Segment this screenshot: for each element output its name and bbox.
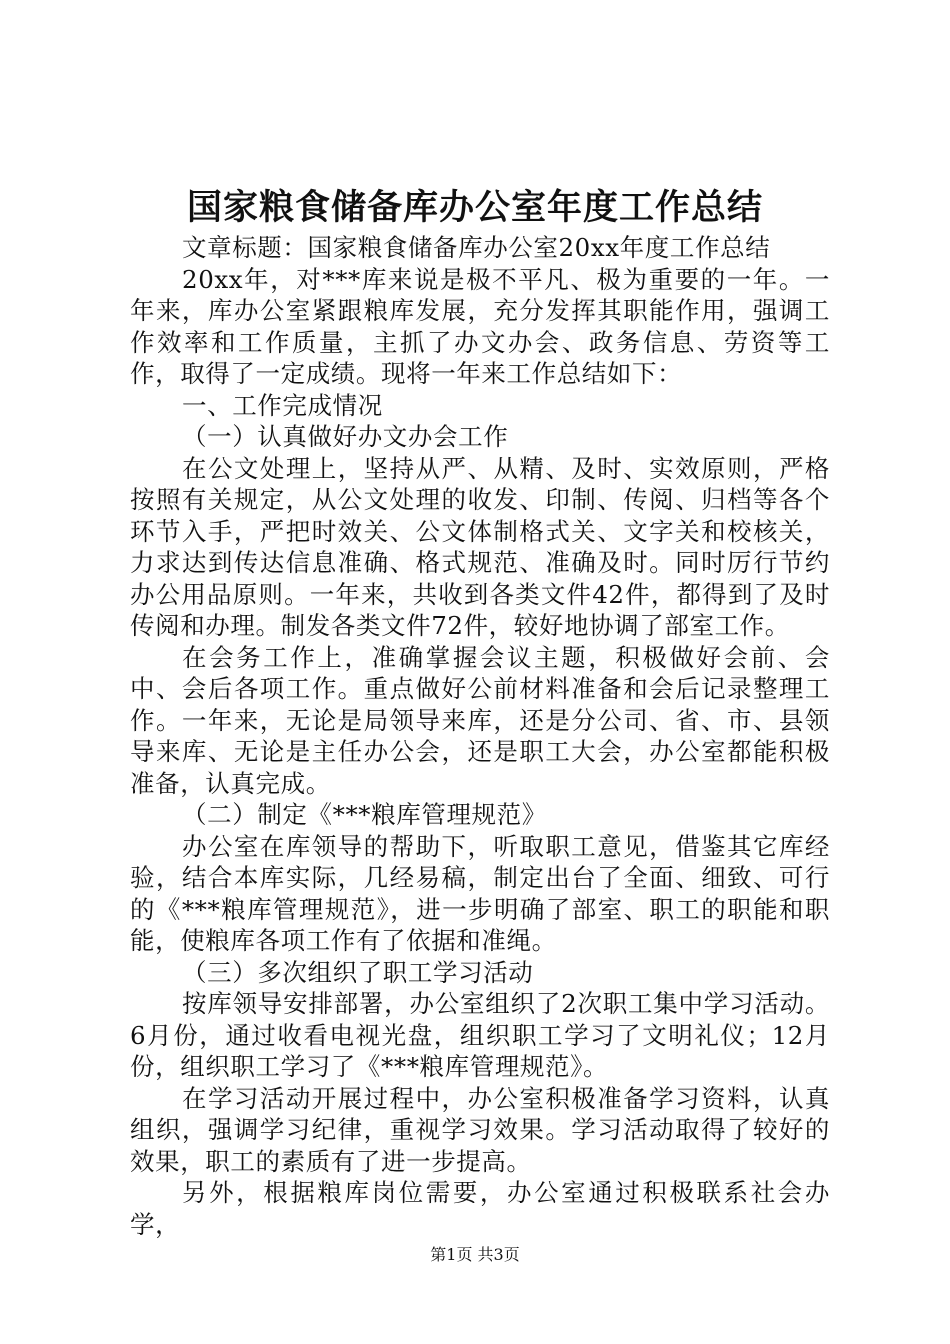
body-paragraph: 在会务工作上，准确掌握会议主题，积极做好会前、会中、会后各项工作。重点做好公前材料准备和会后记录整理工作。一年来，无论是局领导来库，还是分公司、省、市、县领导来库、无论是主任办公会，还是职工大会，办公室都能积极准备，认真完成。 bbox=[130, 642, 830, 798]
subsection-heading: （三）多次组织了职工学习活动 bbox=[182, 957, 534, 987]
subsection-heading: （二）制定《***粮库管理规范》 bbox=[182, 800, 547, 829]
subsection-heading: （一）认真做好办文办会工作 bbox=[182, 422, 509, 451]
body-paragraph: 按库领导安排部署，办公室组织了2次职工集中学习活动。6月份，通过收看电视光盘，组织职工学习了文明礼仪；12月份，组织职工学习了《***粮库管理规范》。 bbox=[130, 989, 830, 1081]
body-paragraph: 另外，根据粮库岗位需要，办公室通过积极联系社会办学， bbox=[130, 1178, 830, 1239]
article-title-line: 文章标题：国家粮食储备库办公室20xx年度工作总结 bbox=[182, 233, 771, 262]
intro-paragraph: 20xx年，对***库来说是极不平凡、极为重要的一年。一年来，库办公室紧跟粮库发展，充分发挥其职能作用，强调工作效率和工作质量，主抓了办文办会、政务信息、劳资等工作，取得了一定成绩。现将一年来工作总结如下： bbox=[130, 264, 830, 388]
section-heading: 一、工作完成情况 bbox=[182, 390, 383, 420]
document-body bbox=[130, 232, 830, 1240]
page-footer: 第1页 共3页 bbox=[430, 1245, 520, 1264]
body-paragraph: 在学习活动开展过程中，办公室积极准备学习资料，认真组织，强调学习纪律，重视学习效果。学习活动取得了较好的效果，职工的素质有了进一步提高。 bbox=[130, 1083, 830, 1176]
document-title: 国家粮食储备库办公室年度工作总结 bbox=[186, 187, 763, 228]
body-paragraph: 在公文处理上，坚持从严、从精、及时、实效原则，严格按照有关规定，从公文处理的收发、印制、传阅、归档等各个环节入手，严把时效关、公文体制格式关、文字关和校核关，力求达到传达信息准确、格式规范、准确及时。同时厉行节约办公用品原则。一年来，共收到各类文件42件，都得到了及时传阅和办理。制发各类文件72件，较好地协调了部室工作。 bbox=[130, 453, 830, 640]
body-paragraph: 办公室在库领导的帮助下，听取职工意见，借鉴其它库经验，结合本库实际，几经易稿，制定出台了全面、细致、可行的《***粮库管理规范》，进一步明确了部室、职工的职能和职能，使粮库各项工作有了依据和准绳。 bbox=[130, 831, 830, 955]
